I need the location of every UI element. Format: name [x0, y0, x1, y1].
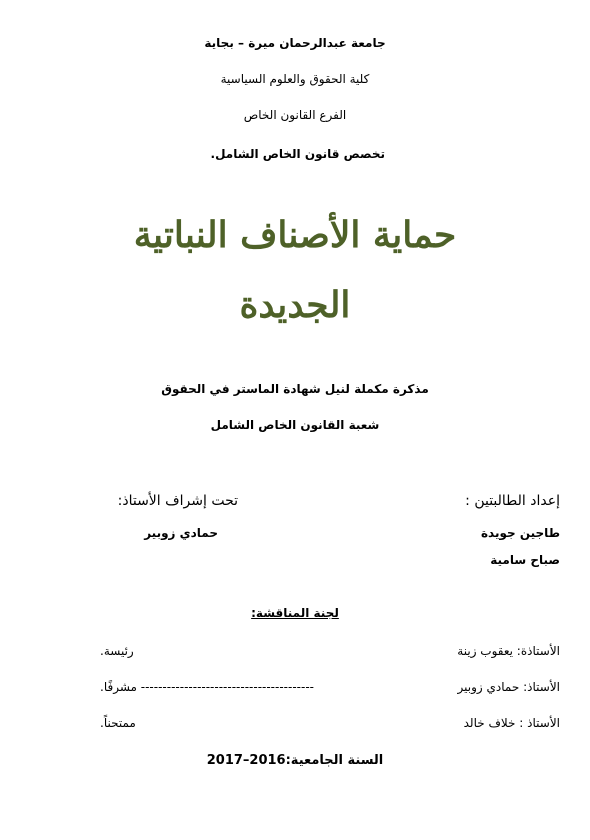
committee-member-2-role: ---------------------------------------- مشرفًا. — [100, 680, 314, 694]
author-name-1: طاجين جويدة — [480, 526, 560, 540]
specialty-name: تخصص قانون الخاص الشامل. — [210, 147, 385, 161]
thesis-subtitle-line2: شعبة القانون الخاص الشامل — [210, 418, 380, 432]
committee-heading: لجنة المناقشة: — [251, 606, 339, 620]
committee-member-2-name: الأستاذ: حمادي زوبير — [457, 680, 560, 694]
committee-member-1-role: رئيسة. — [100, 644, 134, 658]
department-name: الفرع القانون الخاص — [243, 108, 347, 122]
committee-member-1-name: الأستاذة: يعقوب زينة — [457, 644, 560, 658]
supervisor-label: تحت إشراف الأستاذ: — [117, 493, 238, 509]
academic-year: السنة الجامعية:2016–2017 — [206, 753, 384, 768]
supervisor-name: حمادي زوبير — [144, 526, 218, 540]
university-name: جامعة عبدالرحمان ميرة – بجاية — [204, 36, 386, 50]
authors-label: إعداد الطالبتين : — [465, 493, 560, 509]
faculty-name: كلية الحقوق والعلوم السياسية — [220, 72, 370, 86]
committee-member-3-role: ممتحناً. — [100, 716, 136, 730]
committee-member-3-name: الأستاذ : خلاف خالد — [463, 716, 560, 730]
thesis-title-line2: الجديدة — [239, 284, 351, 326]
thesis-subtitle-line1: مذكرة مكملة لنيل شهادة الماستر في الحقوق — [161, 382, 429, 396]
author-name-2: صباح سامية — [490, 553, 560, 567]
thesis-title-line1: حماية الأصناف النباتية — [133, 214, 457, 256]
